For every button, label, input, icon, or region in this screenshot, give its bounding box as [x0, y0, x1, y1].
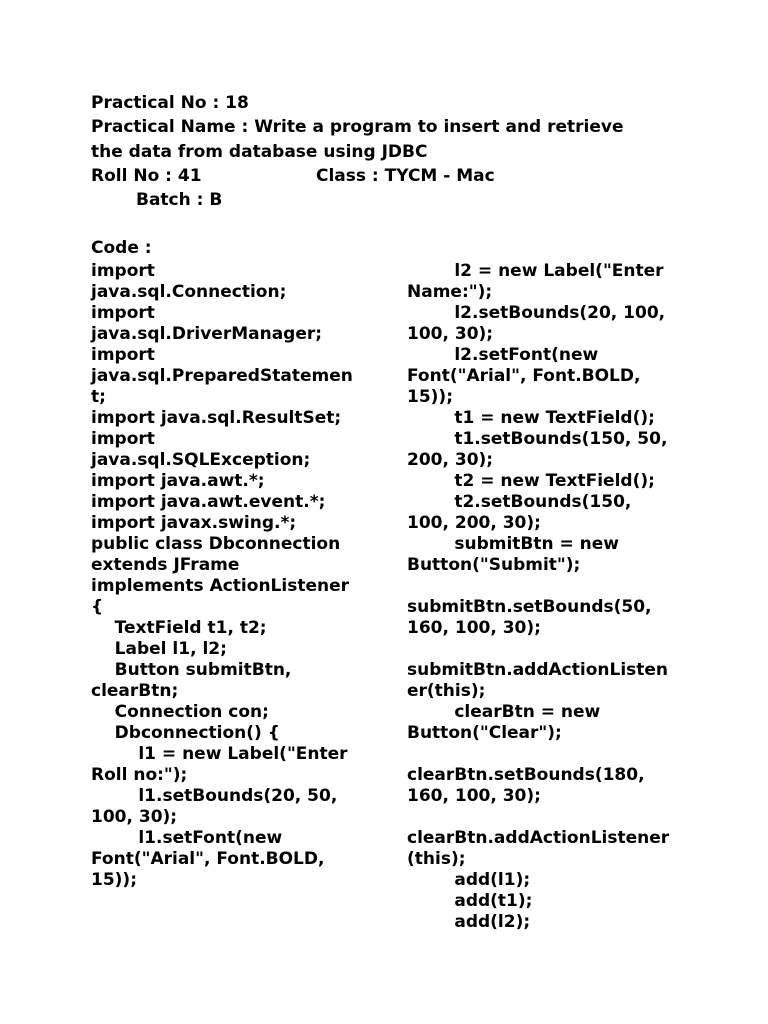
- code-line: l1 = new Label("Enter: [91, 744, 348, 764]
- code-line: Button("Submit");: [407, 555, 581, 575]
- code-line: 100, 30);: [407, 324, 494, 344]
- code-line: Connection con;: [91, 702, 269, 722]
- code-line: 200, 30);: [407, 450, 494, 470]
- practical-name-line-1: Practical Name : Write a program to insert and retrieve: [91, 117, 624, 137]
- code-line: Font("Arial", Font.BOLD,: [91, 849, 325, 869]
- code-line: 160, 100, 30);: [407, 618, 541, 638]
- code-line: submitBtn.setBounds(50,: [407, 597, 652, 617]
- code-line: t2.setBounds(150,: [407, 492, 632, 512]
- code-line: Button("Clear");: [407, 723, 562, 743]
- code-line: java.sql.Connection;: [91, 282, 287, 302]
- roll-number: Roll No : 41: [91, 166, 202, 186]
- code-line: import java.awt.*;: [91, 471, 265, 491]
- code-line: l1.setBounds(20, 50,: [91, 786, 338, 806]
- code-line: add(t1);: [407, 891, 533, 911]
- code-line: [407, 576, 697, 597]
- code-line: TextField t1, t2;: [91, 618, 267, 638]
- code-line: t;: [91, 387, 106, 407]
- code-line: java.sql.PreparedStatemen: [91, 366, 353, 386]
- code-line: 100, 200, 30);: [407, 513, 541, 533]
- code-column-right: [407, 261, 697, 933]
- code-line: Label l1, l2;: [91, 639, 227, 659]
- code-line: import java.sql.ResultSet;: [91, 408, 342, 428]
- code-line: import: [91, 261, 155, 281]
- code-line: l1.setFont(new: [91, 828, 283, 848]
- code-line: implements ActionListener: [91, 576, 349, 596]
- code-line: java.sql.DriverManager;: [91, 324, 323, 344]
- code-line: l2 = new Label("Enter: [407, 261, 664, 281]
- code-line: import: [91, 429, 155, 449]
- code-line: submitBtn = new: [407, 534, 620, 554]
- code-line: submitBtn.addActionListen: [407, 660, 669, 680]
- code-line: import java.awt.event.*;: [91, 492, 326, 512]
- code-line: t1.setBounds(150, 50,: [407, 429, 668, 449]
- batch-info: Batch : B: [136, 190, 223, 210]
- code-line: t2 = new TextField();: [407, 471, 655, 491]
- code-line: Dbconnection() {: [91, 723, 280, 743]
- code-line: [407, 639, 697, 660]
- code-line: l2.setBounds(20, 100,: [407, 303, 666, 323]
- code-line: Font("Arial", Font.BOLD,: [407, 366, 641, 386]
- code-line: import: [91, 303, 155, 323]
- code-line: 15));: [91, 870, 137, 890]
- code-line: Roll no:");: [91, 765, 188, 785]
- code-line: er(this);: [407, 681, 486, 701]
- practical-number: Practical No : 18: [91, 93, 249, 113]
- code-line: Button submitBtn,: [91, 660, 292, 680]
- code-line: add(l1);: [407, 870, 531, 890]
- code-line: clearBtn;: [91, 681, 179, 701]
- code-line: clearBtn = new: [407, 702, 601, 722]
- code-line: 15));: [407, 387, 453, 407]
- code-line: public class Dbconnection: [91, 534, 341, 554]
- code-line: (this);: [407, 849, 466, 869]
- code-line: import javax.swing.*;: [91, 513, 297, 533]
- code-line: 100, 30);: [91, 807, 178, 827]
- code-line: l2.setFont(new: [407, 345, 599, 365]
- code-column-left: [91, 261, 381, 891]
- class-info: Class : TYCM - Mac: [316, 166, 495, 186]
- code-line: Name:");: [407, 282, 493, 302]
- code-line: import: [91, 345, 155, 365]
- code-line: extends JFrame: [91, 555, 240, 575]
- code-line: 160, 100, 30);: [407, 786, 541, 806]
- code-label: Code :: [91, 238, 152, 258]
- code-line: clearBtn.setBounds(180,: [407, 765, 645, 785]
- practical-name-line-2: the data from database using JDBC: [91, 142, 428, 162]
- code-line: t1 = new TextField();: [407, 408, 655, 428]
- code-line: java.sql.SQLException;: [91, 450, 311, 470]
- code-line: [407, 807, 697, 828]
- code-line: {: [91, 597, 104, 617]
- code-line: add(l2);: [407, 912, 531, 932]
- code-line: [407, 744, 697, 765]
- code-line: clearBtn.addActionListener: [407, 828, 670, 848]
